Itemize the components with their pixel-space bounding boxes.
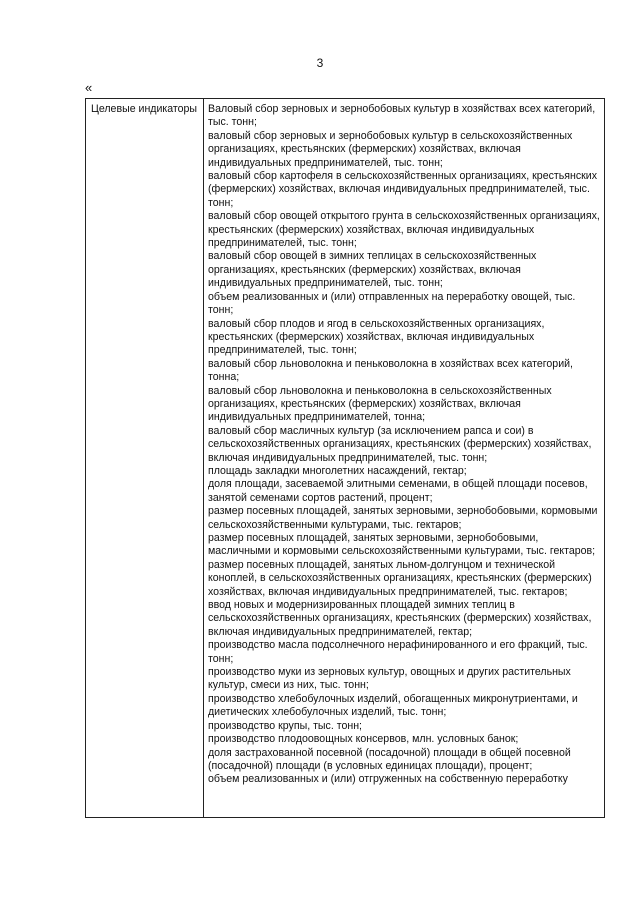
indicator-item: валовый сбор масличных культур (за исключением рапса и сои) в сельскохозяйственных организациях, крестьянских (фермерских) хозяйствах, включая индивидуальных предпринимателей, тыс. тонн;	[208, 424, 592, 464]
indicator-item: валовый сбор картофеля в сельскохозяйственных организациях, крестьянских (фермерских) хозяйствах, включая индивидуальных предпринимателей, тыс. тонн;	[208, 170, 597, 209]
indicator-item: валовый сбор зерновых и зернобобовых культур в сельскохозяйственных организациях, крестьянских (фермерских) хозяйствах, включая индивидуальных предпринимателей, тыс. тонн;	[208, 129, 573, 169]
indicator-item: размер посевных площадей, занятых зерновыми, зернобобовыми, масличными и кормовыми сельскохозяйственными культурами, тыс. гектаров;	[208, 532, 596, 558]
indicator-item: размер посевных площадей, занятых зерновыми, зернобобовыми, кормовыми сельскохозяйственными культурами, тыс. гектаров;	[208, 505, 598, 531]
indicator-item: ввод новых и модернизированных площадей зимних теплиц в сельскохозяйственных организациях, крестьянских (фермерских) хозяйствах, включая индивидуальных предпринимателей, гектар;	[208, 599, 592, 638]
indicator-item: производство крупы, тыс. тонн;	[208, 719, 362, 732]
indicator-item: производство масла подсолнечного нерафинированного и его фракций, тыс. тонн;	[208, 639, 588, 665]
table-label-cell: Целевые индикаторы	[86, 99, 204, 817]
table-content-cell	[204, 99, 604, 817]
indicator-item: производство плодоовощных консервов, млн. условных банок;	[208, 733, 519, 746]
indicator-item: объем реализованных и (или) отправленных на переработку овощей, тыс. тонн;	[208, 290, 576, 317]
indicator-item: валовый сбор льноволокна и пеньковолокна в хозяйствах всех категорий, тонна;	[208, 357, 573, 384]
indicator-item: Валовый сбор зерновых и зернобобовых культур в хозяйствах всех категорий, тыс. тонн;	[208, 103, 596, 129]
indicator-item: производство хлебобулочных изделий, обогащенных микронутриентами, и диетических хлебобулочных изделий, тыс. тонн;	[208, 692, 578, 719]
indicator-item: размер посевных площадей, занятых льном-долгунцом и технической коноплей, в сельскохозяйственных организациях, крестьянских (фермерских) хозяйствах, включая индивидуальных предпринимателей, тыс. гектаров;	[208, 558, 592, 598]
indicator-item: валовый сбор овощей открытого грунта в сельскохозяйственных организациях, крестьянских (фермерских) хозяйствах, включая индивидуальных предпринимателей, тыс. тонн;	[208, 210, 600, 250]
indicator-item: доля застрахованной посевной (посадочной) площади в общей посевной (посадочной) площади (в условных единицах площади), процент;	[208, 746, 571, 772]
indicator-item: объем реализованных и (или) отгруженных на собственную переработку	[208, 773, 568, 786]
indicator-item: валовый сбор плодов и ягод в сельскохозяйственных организациях, крестьянских (фермерских) хозяйствах, включая индивидуальных предпринимателей, тыс. тонн;	[208, 317, 545, 357]
indicator-item: валовый сбор льноволокна и пеньковолокна в сельскохозяйственных организациях, крестьянских (фермерских) хозяйствах, включая индивидуальных предпринимателей, тонна;	[208, 384, 552, 424]
indicator-item: валовый сбор овощей в зимних теплицах в сельскохозяйственных организациях, крестьянских (фермерских) хозяйствах, включая индивидуальных предпринимателей, тыс. тонн;	[208, 250, 537, 290]
opening-quote-mark: «	[85, 80, 93, 95]
page-number: 3	[316, 56, 324, 70]
indicator-item: производство муки из зерновых культур, овощных и других растительных культур, смеси из них, тыс. тонн;	[208, 666, 571, 692]
indicator-item: доля площади, засеваемой элитными семенами, в общей площади посевов, занятой семенами сортов растений, процент;	[208, 478, 588, 504]
indicators-table	[85, 98, 605, 818]
indicator-item: площадь закладки многолетних насаждений, гектар;	[208, 464, 467, 477]
